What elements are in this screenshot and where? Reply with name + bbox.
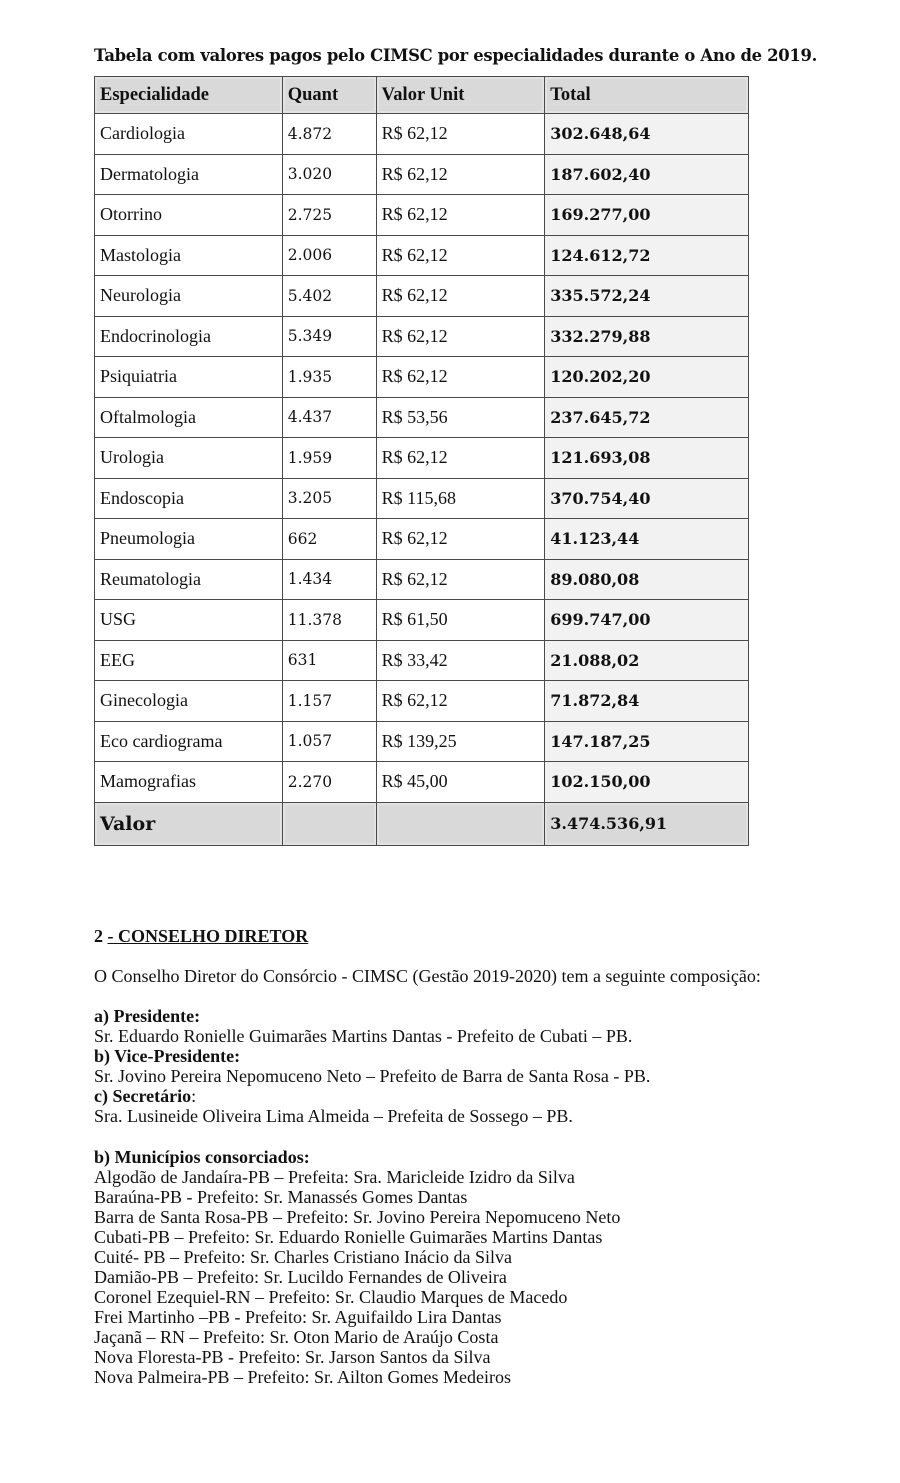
- cell-quant: 1.959: [282, 438, 376, 479]
- cell-especialidade: Reumatologia: [95, 559, 283, 600]
- secretario-suffix: :: [191, 1086, 197, 1106]
- cell-quant: 1.057: [282, 721, 376, 762]
- header-quant: Quant: [282, 77, 376, 114]
- cell-valor-unit: R$ 62,12: [376, 276, 545, 317]
- cell-total: 237.645,72: [545, 397, 749, 438]
- cell-quant: 5.349: [282, 316, 376, 357]
- cell-especialidade: Otorrino: [95, 195, 283, 236]
- cell-valor-unit: R$ 61,50: [376, 600, 545, 641]
- cell-total: 121.693,08: [545, 438, 749, 479]
- cell-valor-unit: R$ 62,12: [376, 681, 545, 722]
- cell-especialidade: Endoscopia: [95, 478, 283, 519]
- cell-total: 699.747,00: [545, 600, 749, 641]
- municipios-list: [94, 1167, 620, 1387]
- cell-valor-unit: R$ 62,12: [376, 519, 545, 560]
- cell-quant: 2.270: [282, 762, 376, 803]
- municipio-item: Nova Floresta-PB - Prefeito: Sr. Jarson Santos da Silva: [94, 1347, 491, 1367]
- cell-especialidade: Neurologia: [95, 276, 283, 317]
- cell-quant: 3.205: [282, 478, 376, 519]
- cell-quant: 662: [282, 519, 376, 560]
- table-row: [95, 114, 749, 155]
- cell-valor-unit: R$ 53,56: [376, 397, 545, 438]
- vice-label: b) Vice-Presidente:: [94, 1046, 241, 1066]
- cell-especialidade: Mamografias: [95, 762, 283, 803]
- cell-total: 41.123,44: [545, 519, 749, 560]
- cell-valor-unit: R$ 62,12: [376, 154, 545, 195]
- municipio-item: Baraúna-PB - Prefeito: Sr. Manassés Gomes Dantas: [94, 1187, 468, 1207]
- secretario-text: Sra. Lusineide Oliveira Lima Almeida – Prefeita de Sossego – PB.: [94, 1106, 573, 1126]
- table-row: [95, 235, 749, 276]
- cell-total: 120.202,20: [545, 357, 749, 398]
- cell-valor-unit: R$ 62,12: [376, 114, 545, 155]
- cell-total: 335.572,24: [545, 276, 749, 317]
- cell-valor-unit: R$ 45,00: [376, 762, 545, 803]
- cell-quant: 1.935: [282, 357, 376, 398]
- cell-quant: 2.006: [282, 235, 376, 276]
- municipio-item: Coronel Ezequiel-RN – Prefeito: Sr. Claudio Marques de Macedo: [94, 1287, 568, 1307]
- cell-especialidade: Cardiologia: [95, 114, 283, 155]
- table-row: [95, 438, 749, 479]
- cell-quant: 631: [282, 640, 376, 681]
- table-row: [95, 478, 749, 519]
- summary-quant: [282, 802, 376, 845]
- cell-total: 89.080,08: [545, 559, 749, 600]
- cell-quant: 1.434: [282, 559, 376, 600]
- cell-total: 332.279,88: [545, 316, 749, 357]
- cell-valor-unit: R$ 139,25: [376, 721, 545, 762]
- table-row: [95, 559, 749, 600]
- table-row: [95, 316, 749, 357]
- municipio-item: Jaçanã – RN – Prefeito: Sr. Oton Mario de Araújo Costa: [94, 1327, 499, 1347]
- cell-total: 169.277,00: [545, 195, 749, 236]
- table-row: [95, 397, 749, 438]
- cell-especialidade: Mastologia: [95, 235, 283, 276]
- cell-quant: 3.020: [282, 154, 376, 195]
- cell-valor-unit: R$ 62,12: [376, 357, 545, 398]
- municipio-item: Cubati-PB – Prefeito: Sr. Eduardo Ronielle Guimarães Martins Dantas: [94, 1227, 603, 1247]
- presidente-label: a) Presidente:: [94, 1006, 201, 1026]
- table-row: [95, 681, 749, 722]
- cell-valor-unit: R$ 62,12: [376, 559, 545, 600]
- table-summary-row: [95, 802, 749, 845]
- cell-valor-unit: R$ 62,12: [376, 235, 545, 276]
- table-row: [95, 519, 749, 560]
- header-valor-unit: Valor Unit: [376, 77, 545, 114]
- table-row: [95, 721, 749, 762]
- table-row: [95, 762, 749, 803]
- cell-especialidade: Dermatologia: [95, 154, 283, 195]
- municipios-label: b) Municípios consorciados:: [94, 1147, 310, 1167]
- municipio-item: Barra de Santa Rosa-PB – Prefeito: Sr. Jovino Pereira Nepomuceno Neto: [94, 1207, 621, 1227]
- header-total: Total: [545, 77, 749, 114]
- municipio-item: Algodão de Jandaíra-PB – Prefeita: Sra. Maricleide Izidro da Silva: [94, 1167, 575, 1187]
- table-row: [95, 640, 749, 681]
- board-composition: [94, 1006, 650, 1126]
- section-number: 2: [94, 926, 108, 946]
- cell-total: 124.612,72: [545, 235, 749, 276]
- cell-especialidade: Endocrinologia: [95, 316, 283, 357]
- table-row: [95, 276, 749, 317]
- cell-especialidade: Oftalmologia: [95, 397, 283, 438]
- cell-quant: 2.725: [282, 195, 376, 236]
- secretario-label: c) Secretário: [94, 1086, 192, 1106]
- municipio-item: Frei Martinho –PB - Prefeito: Sr. Aguifaildo Lira Dantas: [94, 1307, 502, 1327]
- table-header-row: [95, 77, 749, 114]
- cell-total: 302.648,64: [545, 114, 749, 155]
- municipio-item: Damião-PB – Prefeito: Sr. Lucildo Fernandes de Oliveira: [94, 1267, 507, 1287]
- cell-valor-unit: R$ 33,42: [376, 640, 545, 681]
- table-row: [95, 600, 749, 641]
- cell-quant: 4.437: [282, 397, 376, 438]
- cell-quant: 1.157: [282, 681, 376, 722]
- table-caption: Tabela com valores pagos pelo CIMSC por especialidades durante o Ano de 2019.: [94, 46, 818, 65]
- cell-valor-unit: R$ 62,12: [376, 438, 545, 479]
- summary-label: Valor: [95, 802, 283, 845]
- cell-quant: 4.872: [282, 114, 376, 155]
- cell-total: 147.187,25: [545, 721, 749, 762]
- table-row: [95, 154, 749, 195]
- cell-valor-unit: R$ 62,12: [376, 195, 545, 236]
- cell-valor-unit: R$ 62,12: [376, 316, 545, 357]
- cell-total: 71.872,84: [545, 681, 749, 722]
- cell-total: 370.754,40: [545, 478, 749, 519]
- cell-especialidade: Ginecologia: [95, 681, 283, 722]
- cell-total: 187.602,40: [545, 154, 749, 195]
- summary-valor-unit: [376, 802, 545, 845]
- vice-text: Sr. Jovino Pereira Nepomuceno Neto – Prefeito de Barra de Santa Rosa - PB.: [94, 1066, 651, 1086]
- municipio-item: Nova Palmeira-PB – Prefeito: Sr. Ailton Gomes Medeiros: [94, 1367, 511, 1387]
- cell-especialidade: EEG: [95, 640, 283, 681]
- cell-especialidade: USG: [95, 600, 283, 641]
- cell-total: 102.150,00: [545, 762, 749, 803]
- cell-especialidade: Psiquiatria: [95, 357, 283, 398]
- cell-valor-unit: R$ 115,68: [376, 478, 545, 519]
- header-especialidade: Especialidade: [95, 77, 283, 114]
- cell-especialidade: Eco cardiograma: [95, 721, 283, 762]
- section-heading: [94, 926, 308, 947]
- municipio-item: Cuité- PB – Prefeito: Sr. Charles Cristiano Inácio da Silva: [94, 1247, 512, 1267]
- cell-especialidade: Pneumologia: [95, 519, 283, 560]
- cell-especialidade: Urologia: [95, 438, 283, 479]
- municipios-block: [94, 1147, 620, 1387]
- section-intro: O Conselho Diretor do Consórcio - CIMSC (Gestão 2019-2020) tem a seguinte composição:: [94, 966, 761, 986]
- cell-total: 21.088,02: [545, 640, 749, 681]
- cell-quant: 5.402: [282, 276, 376, 317]
- cell-quant: 11.378: [282, 600, 376, 641]
- table-row: [95, 195, 749, 236]
- section-title: - CONSELHO DIRETOR: [107, 926, 309, 946]
- presidente-text: Sr. Eduardo Ronielle Guimarães Martins Dantas - Prefeito de Cubati – PB.: [94, 1026, 633, 1046]
- summary-total: 3.474.536,91: [545, 802, 749, 845]
- table-row: [95, 357, 749, 398]
- specialties-table: [94, 76, 749, 846]
